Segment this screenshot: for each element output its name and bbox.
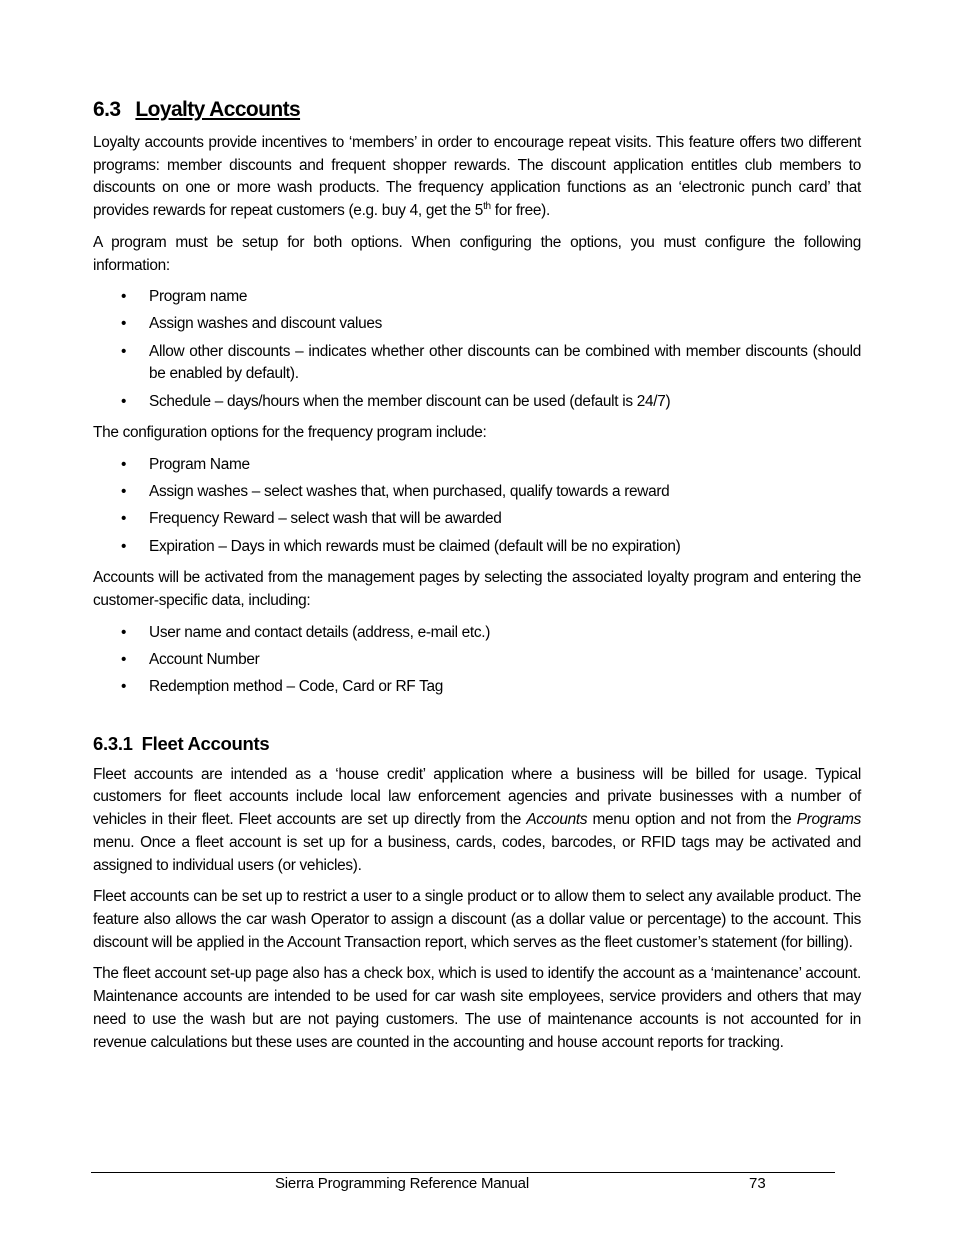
bullet-icon: •	[121, 455, 127, 473]
intro-paragraph-2: A program must be setup for both options. When configuring the options, you must configure the following information:	[93, 233, 861, 274]
list-item-text: Expiration – Days in which rewards must be claimed (default will be no expiration)	[149, 537, 681, 555]
fleet-p1-emphasis-accounts: Accounts	[526, 811, 588, 829]
bullet-icon: •	[121, 537, 127, 555]
fleet-p1-emphasis-programs: Programs	[796, 811, 861, 829]
bullet-icon: •	[121, 288, 127, 306]
list-item	[93, 391, 861, 414]
list-item-text: Account Number	[149, 650, 260, 668]
fleet-paragraph-1	[93, 764, 861, 878]
section-heading	[93, 98, 861, 122]
program-options-list	[93, 286, 861, 413]
list-item-text: User name and contact details (address, e-mail etc.)	[149, 623, 491, 641]
footer-page-number: 73	[749, 1175, 766, 1192]
list-item	[93, 649, 861, 672]
bullet-icon: •	[121, 623, 127, 641]
list-item	[93, 286, 861, 309]
list-item-text: Redemption method – Code, Card or RF Tag	[149, 678, 443, 696]
list-item-text: Program name	[149, 288, 248, 306]
footer-title: Sierra Programming Reference Manual	[275, 1175, 529, 1192]
frequency-options-list	[93, 454, 861, 558]
list-item	[93, 622, 861, 645]
list-item	[93, 536, 861, 559]
subsection-heading	[93, 733, 861, 755]
frequency-intro: The configuration options for the frequency program include:	[93, 424, 487, 442]
fleet-p1-text: Fleet accounts are intended as a ‘house credit’ application where a business will be billed for usage. Typical customers for fleet accounts include local law enforcement agencies and private businesses with a number of vehicles in their fleet. Fleet accounts are set up directly from the	[93, 765, 861, 829]
intro-p1-text: Loyalty accounts provide incentives to ‘members’ in order to encourage repeat visits. This feature offers two different programs: member discounts and frequent shopper rewards. The discount application entitles club members to discounts on one or more wash products. The frequency application functions as an ‘electronic punch card’ that provides rewards for repeat customers (e.g. buy 4, get the 5	[93, 134, 861, 220]
list-item	[93, 454, 861, 477]
list-item	[93, 481, 861, 504]
list-item-text: Assign washes and discount values	[149, 315, 383, 333]
bullet-icon: •	[121, 315, 127, 333]
intro-p1-text-end: for free).	[490, 202, 550, 220]
bullet-icon: •	[121, 678, 127, 696]
subsection-number: 6.3.1	[93, 732, 133, 754]
bullet-icon: •	[121, 392, 127, 410]
accounts-data-list	[93, 622, 861, 699]
list-item-text: Frequency Reward – select wash that will be awarded	[149, 510, 502, 528]
bullet-icon: •	[121, 650, 127, 668]
list-item	[93, 676, 861, 699]
subsection-title: Fleet Accounts	[141, 732, 270, 754]
fleet-paragraph-3: The fleet account set-up page also has a check box, which is used to identify the account as a ‘maintenance’ account. Maintenance accounts are intended to be used for car wash site employees, service providers and others that may need to use the wash but are not paying customers. The use of maintenance accounts is not accounted for in revenue calculations but these uses are counted in the accounting and house account reports for tracking.	[93, 965, 861, 1051]
bullet-icon: •	[121, 510, 127, 528]
list-item	[93, 508, 861, 531]
list-item-text: Allow other discounts – indicates whether other discounts can be combined with member discounts (should be enabled by default).	[149, 342, 861, 383]
fleet-paragraph-2: Fleet accounts can be set up to restrict a user to a single product or to allow them to select any available product. The feature also allows the car wash Operator to assign a discount (as a dollar value or percentage) to the account. This discount will be applied in the Account Transaction report, which serves as the fleet customer’s statement (for billing).	[93, 888, 861, 951]
fleet-p1-text-end: menu. Once a fleet account is set up for a business, cards, codes, barcodes, or RFID tags may be activated and assigned to individual users (or vehicles).	[93, 833, 861, 874]
list-item-text: Schedule – days/hours when the member discount can be used (default is 24/7)	[149, 392, 671, 410]
document-page	[93, 98, 861, 1063]
list-item	[93, 313, 861, 336]
section-title: Loyalty Accounts	[135, 98, 301, 121]
section-number: 6.3	[93, 98, 121, 121]
list-item-text: Assign washes – select washes that, when purchased, qualify towards a reward	[149, 483, 670, 501]
bullet-icon: •	[121, 483, 127, 501]
list-item	[93, 341, 861, 386]
list-item-text: Program Name	[149, 455, 250, 473]
intro-paragraph-1	[93, 132, 861, 223]
footer-divider	[91, 1172, 835, 1173]
intro-p1-superscript: th	[483, 200, 491, 212]
accounts-intro: Accounts will be activated from the management pages by selecting the associated loyalty program and entering the customer-specific data, including:	[93, 569, 861, 609]
fleet-p1-text-mid: menu option and not from the	[587, 811, 797, 829]
bullet-icon: •	[121, 342, 127, 360]
